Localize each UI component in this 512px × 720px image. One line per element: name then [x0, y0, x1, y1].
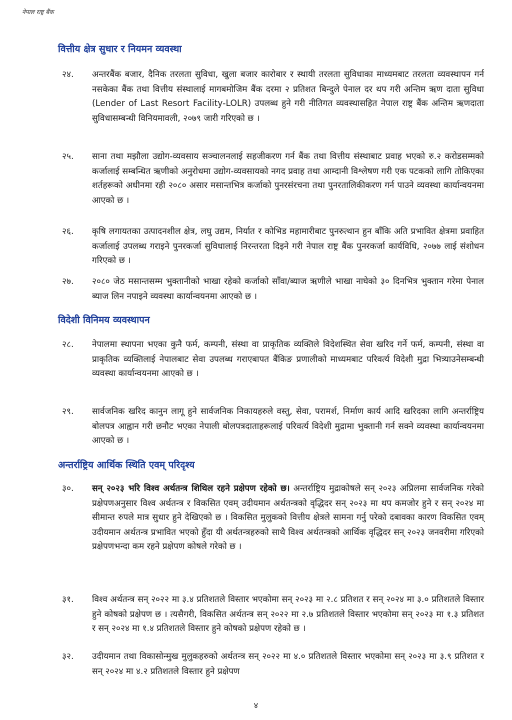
- paragraph-text: [92, 482, 484, 555]
- paragraph-text: उदीयमान तथा विकासोन्मुख मुलुकहरुको अर्थतन्त्र सन् २०२२ मा ४.० प्रतिशतले विस्तार भएकोमा सन् २०२३ मा ३.९ प्रतिशत र सन् २०२४ मा ४.२ प्रतिशतले विस्तार हुने प्रक्षेपण: [92, 652, 484, 677]
- paragraph-27: [62, 275, 484, 304]
- paragraph-number: ३१.: [62, 595, 74, 605]
- paragraph-text: कृषि लगायतका उत्पादनशील क्षेत्र, लघु उद्यम, निर्यात र कोभिड महामारीबाट पुनरुत्थान हुन बाँकि अति प्रभावित क्षेत्रमा प्रवाहित कर्जालाई उपलब्ध गराइने पुनरकर्जा सुविधालाई निरन्तरता दिइने गरी नेपाल राष्ट्र बैंक पुनरकर्जा कार्यविधि, २०७७ लाई संशोधन गरिएको छ ।: [92, 227, 484, 266]
- paragraph-text: नेपालमा स्थापना भएका कुनै फर्म, कम्पनी, संस्था वा प्राकृतिक व्यक्तिले विदेशस्थित सेवा खरिद गर्ने फर्म, कम्पनी, संस्था वा प्राकृतिक व्यक्तिलाई नेपालबाट सेवा उपलब्ध गराएबापत बैंकिङ प्रणालीको माध्यमबाट परिवर्त्य विदेशी मुद्रा भित्र्याउनेसम्बन्धी व्यवस्था कार्यान्वयनमा आएको छ ।: [92, 340, 484, 379]
- section-heading-international-economy: अन्तर्राष्ट्रिय आर्थिक स्थिति एवम् परिदृश्य: [58, 460, 195, 471]
- paragraph-28: [62, 338, 484, 382]
- paragraph-text: अन्तरबैंक बजार, दैनिक तरलता सुविधा, खुला बजार कारोबार र स्थायी तरलता सुविधाका माध्यमबाट तरलता व्यवस्थापन गर्न नसकेका बैंक तथा वित्तीय संस्थालाई मागबमोजिम बैंक दरमा २ प्रतिशत बिन्दुले पेनाल दर थप गरी अन्तिम ऋण दाता सुविधा (Lender of Last Resort Facility-LOLR) उपलब्ध हुने गरी नीतिगत व्यवस्थासहित नेपाल राष्ट्र बैंक अन्तिम ऋणदाता सुविधासम्बन्धी विनियमावली, २०७९ जारी गरिएको छ ।: [92, 70, 484, 124]
- paragraph-text: २०८० जेठ मसान्तसम्म भुक्तानीको भाखा रहेको कर्जाको साँवा/ब्याज ऋणीले भाखा नाघेको ३० दिनभित्र भुक्तान गरेमा पेनाल ब्याज लिन नपाइने व्यवस्था कार्यान्वयनमा आएको छ ।: [92, 277, 484, 302]
- paragraph-number: २५.: [62, 152, 74, 162]
- paragraph-31: [62, 593, 484, 637]
- section-heading-foreign-exchange: विदेशी विनिमय व्यवस्थापन: [58, 315, 150, 326]
- paragraph-26: [62, 225, 484, 269]
- paragraph-text: विश्व अर्थतन्त्र सन् २०२२ मा ३.४ प्रतिशतले विस्तार भएकोमा सन् २०२३ मा २.८ प्रतिशत र सन् २०२४ मा ३.० प्रतिशतले विस्तार हुने कोषको प्रक्षेपण छ । त्यसैगरी, विकसित अर्थतन्त्र सन् २०२२ मा २.७ प्रतिशतले विस्तार भएकोमा सन् २०२३ मा १.३ प्रतिशत र सन् २०२४ मा १.४ प्रतिशतले विस्तार हुने कोषको प्रक्षेपण रहेको छ ।: [92, 595, 484, 634]
- paragraph-32: [62, 650, 484, 679]
- paragraph-25: [62, 150, 484, 208]
- running-head: नेपाल राष्ट्र बैंक: [22, 9, 54, 16]
- paragraph-number: ३०.: [62, 484, 74, 494]
- paragraph-bold-lead: सन् २०२३ भरि विश्व अर्थतन्त्र शिथिल रहने प्रक्षेपण रहेको छ।: [92, 484, 290, 494]
- paragraph-text: सार्वजनिक खरिद कानुन लागू हुने सार्वजनिक निकायहरुले वस्तु, सेवा, परामर्श, निर्माण कार्य आदि खरिदका लागि अन्तर्राष्ट्रिय बोलपत्र आह्वान गरी छनौट भएका नेपाली बोलपत्रदाताहरूलाई परिवर्त्य विदेशी मुद्रामा भुक्तानी गर्न सक्ने व्यवस्था कार्यान्वयनमा आएको छ ।: [92, 407, 484, 446]
- section-heading-financial-sector-reform: वित्तीय क्षेत्र सुधार र नियमन व्यवस्था: [58, 44, 182, 55]
- paragraph-number: २८.: [62, 340, 74, 350]
- paragraph-number: २६.: [62, 227, 74, 237]
- paragraph-number: ३२.: [62, 652, 74, 662]
- page-number: ४: [253, 701, 259, 710]
- paragraph-text: साना तथा मझौला उद्योग-व्यवसाय सञ्चालनलाई सहजीकरण गर्न बैंक तथा वित्तीय संस्थाबाट प्रवाह भएको रु.२ करोडसम्मको कर्जालाई सम्बन्धित ऋणीको अनुरोधमा उद्योग-व्यवसायको नगद प्रवाह तथा आम्दानी विश्लेषण गरी एक पटकको लागि तोकिएका शर्तहरूको अधीनमा रही २०८० असार मसान्तभित्र कर्जाको पुनरसंरचना तथा पुनरतालिकीकरण गर्न पाउने व्यवस्था कार्यान्वयनमा आएको छ ।: [92, 152, 484, 206]
- paragraph-number: २४.: [62, 70, 74, 80]
- paragraph-24: [62, 68, 484, 126]
- paragraph-30: [62, 482, 484, 555]
- paragraph-29: [62, 405, 484, 449]
- paragraph-number: २९.: [62, 407, 74, 417]
- paragraph-body: अन्तर्राष्ट्रिय मुद्राकोषले सन् २०२३ अप्रिलमा सार्वजनिक गरेको प्रक्षेपणअनुसार विश्व अर्थतन्त्र र विकसित एवम् उदीयमान अर्थतन्त्रको वृद्धिदर सन् २०२३ मा थप कमजोर हुने र सन् २०२४ मा सीमान्त रुपले मात्र सुधार हुने देखिएको छ । विकसित मुलुकको वित्तीय क्षेत्रले सामना गर्नु परेको दबावका कारण विकसित एवम् उदीयमान अर्थतन्त्र प्रभावित भएको हुँदा यी अर्थतन्त्रहरुको साथै विश्व अर्थतन्त्रको आर्थिक वृद्धिदर सन् २०२३ जनवरीमा गरिएको प्रक्षेपणभन्दा कम रहने प्रक्षेपण कोषले गरेको छ ।: [92, 484, 484, 552]
- paragraph-number: २७.: [62, 277, 74, 287]
